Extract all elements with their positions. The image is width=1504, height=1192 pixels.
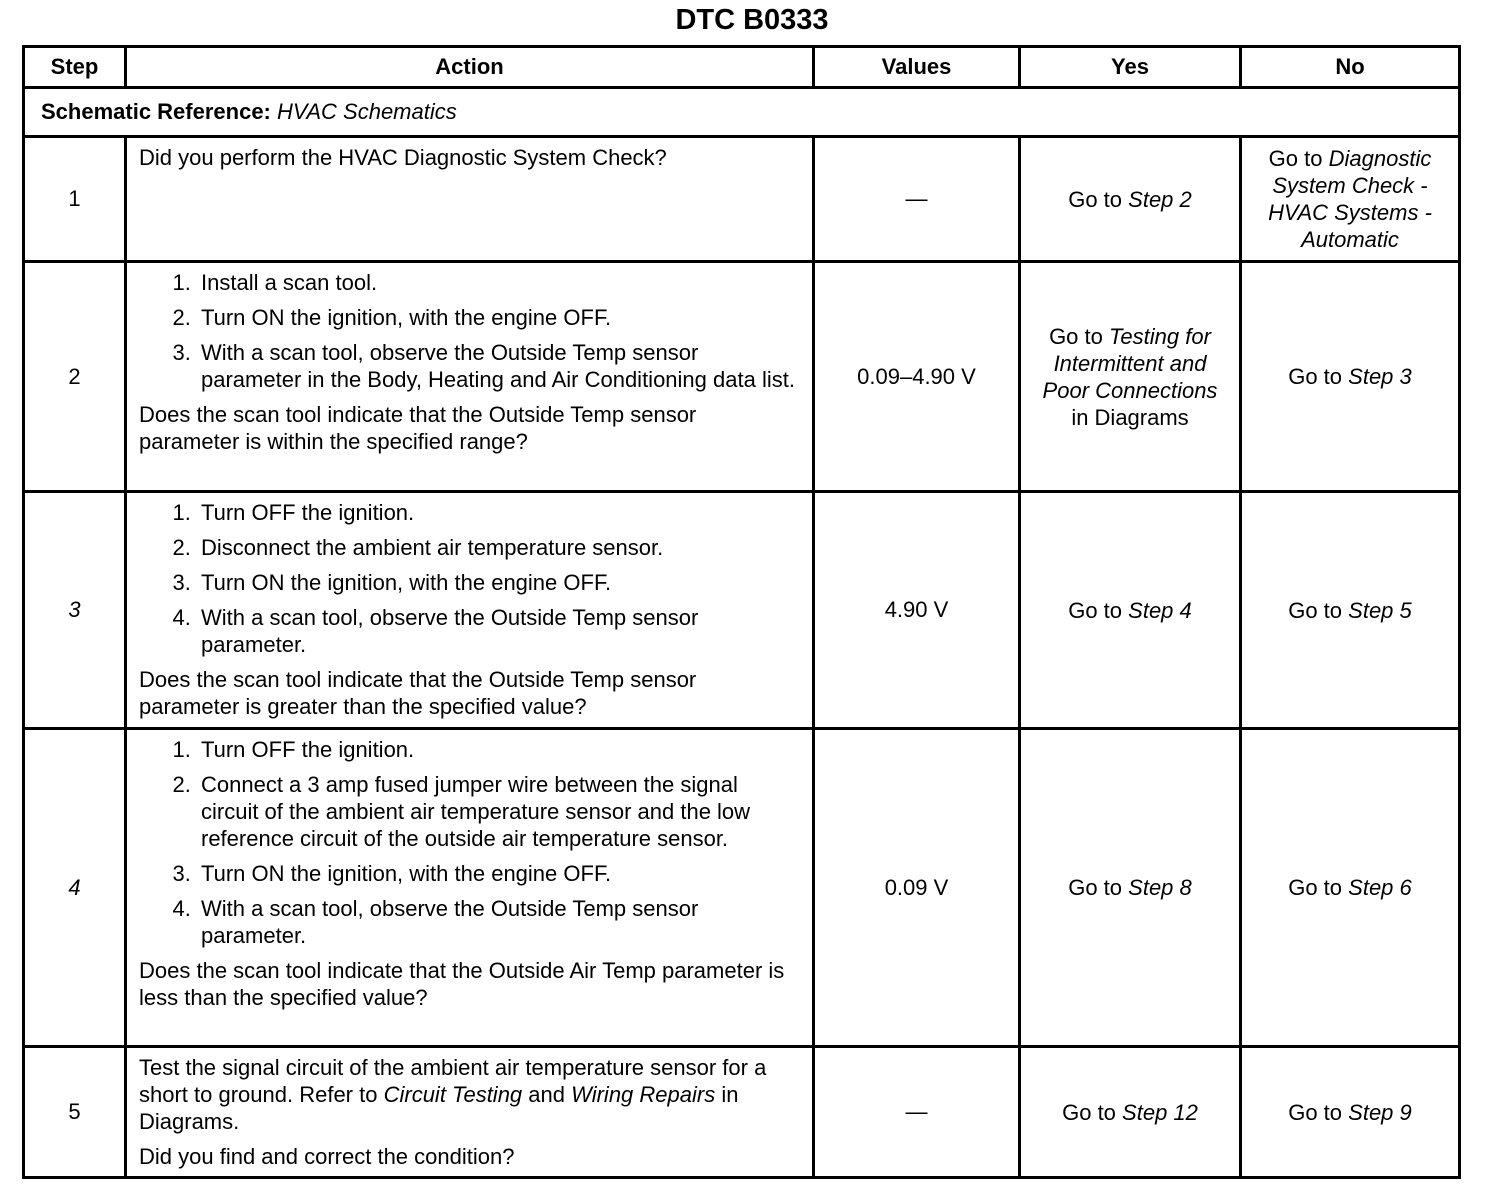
- no-cell: [1241, 492, 1460, 729]
- yes-cell: [1020, 137, 1241, 262]
- list-item: 3. Turn ON the ignition, with the engine OFF.: [197, 860, 800, 887]
- yes-prefix: Go to: [1068, 875, 1123, 900]
- list-item: 1. Install a scan tool.: [197, 269, 800, 296]
- yes-prefix: Go to: [1068, 186, 1123, 212]
- yes-link[interactable]: Step 8: [1128, 875, 1192, 900]
- value-cell: —: [814, 137, 1020, 262]
- list-item: 2. Disconnect the ambient air temperature sensor.: [197, 534, 800, 561]
- page-title: DTC B0333: [675, 4, 829, 36]
- value-cell: 0.09 V: [814, 729, 1020, 1047]
- yes-link[interactable]: Poor Connections: [1042, 377, 1218, 403]
- yes-prefix: Go to: [1068, 597, 1123, 623]
- list-item: 2. Connect a 3 amp fused jumper wire between the signal circuit of the ambient air temperature sensor and the low reference circuit of the outside air temperature sensor.: [197, 771, 800, 852]
- yes-link[interactable]: Step 4: [1128, 597, 1192, 623]
- wiring-repairs-link[interactable]: Wiring Repairs: [571, 1082, 716, 1107]
- value-cell: —: [814, 1047, 1020, 1178]
- no-link[interactable]: System Check -: [1272, 173, 1428, 198]
- no-link[interactable]: Step 9: [1348, 1099, 1412, 1125]
- step-number: 4: [24, 729, 126, 1047]
- yes-cell: [1020, 262, 1241, 492]
- action-text-part: and: [528, 1082, 566, 1107]
- no-prefix: Go to: [1288, 597, 1343, 623]
- yes-suffix: in Diagrams: [1071, 404, 1189, 430]
- table-row: [24, 729, 1460, 1047]
- list-item: 1. Turn OFF the ignition.: [197, 736, 800, 763]
- step-number: 5: [24, 1047, 126, 1178]
- action-steps: [139, 736, 800, 949]
- no-link[interactable]: Diagnostic: [1328, 146, 1432, 171]
- table-row: [24, 1047, 1460, 1178]
- schematic-link[interactable]: HVAC Schematics: [277, 99, 457, 124]
- action-text-part: in Diagrams.: [139, 1082, 739, 1134]
- no-link[interactable]: Automatic: [1301, 227, 1399, 252]
- action-cell: [126, 729, 814, 1047]
- no-cell: [1241, 729, 1460, 1047]
- action-cell: [126, 137, 814, 262]
- no-prefix: Go to: [1288, 1099, 1343, 1125]
- circuit-testing-link[interactable]: Circuit Testing: [383, 1082, 523, 1107]
- no-cell: [1241, 262, 1460, 492]
- action-question: Did you perform the HVAC Diagnostic System Check?: [139, 145, 667, 170]
- header-step: Step: [24, 47, 126, 88]
- action-cell: [126, 262, 814, 492]
- no-prefix: Go to: [1268, 146, 1323, 171]
- no-prefix: Go to: [1288, 875, 1343, 900]
- step-number: 1: [24, 137, 126, 262]
- value-cell: 0.09–4.90 V: [814, 262, 1020, 492]
- no-link[interactable]: HVAC Systems -: [1268, 200, 1432, 225]
- yes-link[interactable]: Testing for: [1109, 323, 1211, 349]
- header-row: [24, 47, 1460, 88]
- header-yes: Yes: [1020, 47, 1241, 88]
- no-link[interactable]: Step 3: [1348, 364, 1412, 389]
- yes-link[interactable]: Step 12: [1122, 1099, 1198, 1125]
- yes-prefix: Go to: [1062, 1099, 1116, 1125]
- no-link[interactable]: Step 5: [1348, 597, 1412, 623]
- yes-cell: [1020, 492, 1241, 729]
- action-question: Does the scan tool indicate that the Outside Air Temp parameter is less than the specified value?: [139, 958, 785, 1010]
- action-steps: [139, 269, 800, 393]
- action-cell: [126, 1047, 814, 1178]
- action-text-part: Test the signal circuit of the ambient air temperature sensor for a short to ground. Refer to: [139, 1055, 767, 1107]
- table-row: [24, 262, 1460, 492]
- action-steps: [139, 499, 800, 658]
- action-question: Does the scan tool indicate that the Outside Temp sensor parameter is greater than the specified value?: [139, 667, 697, 719]
- no-link[interactable]: Step 6: [1348, 875, 1412, 900]
- yes-cell: [1020, 729, 1241, 1047]
- yes-cell: [1020, 1047, 1241, 1178]
- value-cell: 4.90 V: [814, 492, 1020, 729]
- header-no: No: [1241, 47, 1460, 88]
- table-row: [24, 137, 1460, 262]
- header-values: Values: [814, 47, 1020, 88]
- list-item: 2. Turn ON the ignition, with the engine OFF.: [197, 304, 800, 331]
- yes-link[interactable]: Step 2: [1128, 186, 1192, 212]
- yes-link[interactable]: Intermittent and: [1053, 350, 1207, 376]
- action-question: Does the scan tool indicate that the Outside Temp sensor parameter is within the specified range?: [139, 402, 697, 454]
- list-item: 1. Turn OFF the ignition.: [197, 499, 800, 526]
- action-text: [139, 1054, 800, 1135]
- step-number: 2: [24, 262, 126, 492]
- action-cell: [126, 492, 814, 729]
- schematic-row: [24, 88, 1460, 137]
- schematic-reference: [24, 88, 1460, 137]
- schematic-label: Schematic Reference:: [41, 99, 271, 124]
- list-item: 3. With a scan tool, observe the Outside Temp sensor parameter in the Body, Heating and Air Conditioning data list.: [197, 339, 800, 393]
- list-item: 4. With a scan tool, observe the Outside Temp sensor parameter.: [197, 604, 800, 658]
- no-prefix: Go to: [1288, 364, 1343, 389]
- table-row: [24, 492, 1460, 729]
- yes-prefix: Go to: [1049, 323, 1103, 349]
- no-cell: [1241, 137, 1460, 262]
- list-item: 3. Turn ON the ignition, with the engine OFF.: [197, 569, 800, 596]
- list-item: 4. With a scan tool, observe the Outside Temp sensor parameter.: [197, 895, 800, 949]
- dtc-table: [22, 45, 1461, 1179]
- action-question: Did you find and correct the condition?: [139, 1144, 515, 1169]
- header-action: Action: [126, 47, 814, 88]
- no-cell: [1241, 1047, 1460, 1178]
- step-number: 3: [24, 492, 126, 729]
